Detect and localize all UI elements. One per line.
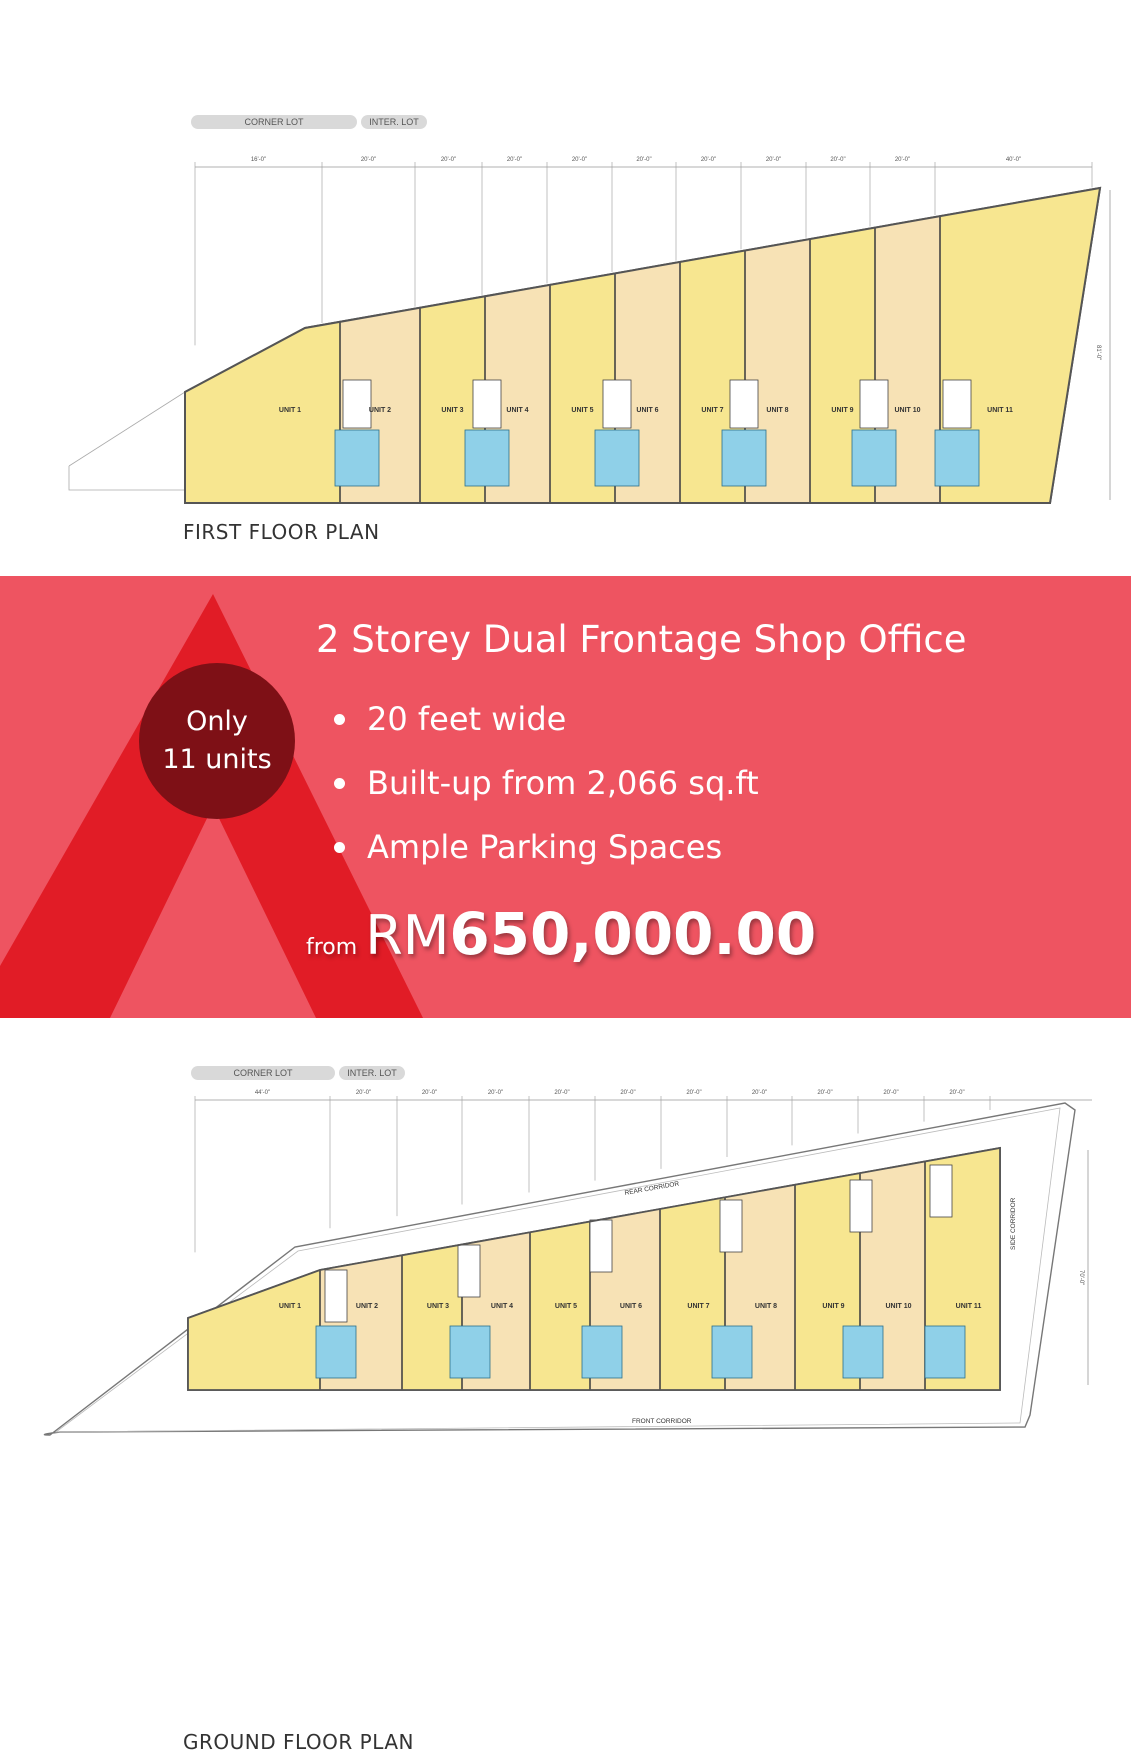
staircase-block xyxy=(843,1326,883,1378)
front-corridor-label: FRONT CORRIDOR xyxy=(632,1418,692,1425)
bullet-icon xyxy=(334,842,345,853)
dim-label: 20'-0" xyxy=(355,1090,372,1096)
dim-label: 20'-0" xyxy=(894,157,911,163)
dim-label: 20'-0" xyxy=(571,157,588,163)
legend-inter-lot: INTER. LOT xyxy=(361,115,427,129)
unit-label: UNIT 1 xyxy=(278,407,302,414)
badge-line-2: 11 units xyxy=(162,744,272,775)
dim-label: 20'-0" xyxy=(883,1090,899,1096)
dim-label: 20'-0" xyxy=(636,157,652,163)
legend-corner-lot: CORNER LOT xyxy=(191,115,357,129)
staircase-block xyxy=(465,430,509,486)
dim-label: 20'-0" xyxy=(620,1090,636,1096)
feature-item xyxy=(334,815,759,879)
unit-label: UNIT 3 xyxy=(441,407,464,414)
feature-text: 20 feet wide xyxy=(367,700,567,738)
unit-label: UNIT 10 xyxy=(885,1303,912,1310)
ff-right-dim: 81'-0" xyxy=(1095,345,1101,361)
feature-text: Built-up from 2,066 sq.ft xyxy=(367,764,759,802)
unit-label: UNIT 2 xyxy=(355,1303,379,1310)
unit-label: UNIT 4 xyxy=(490,1303,514,1310)
dim-label: 20'-0" xyxy=(421,1090,438,1096)
dim-label: 20'-0" xyxy=(700,157,717,163)
first-floor-drawing xyxy=(0,0,1131,560)
banner-headline: 2 Storey Dual Frontage Shop Office xyxy=(316,618,967,661)
dim-label: 20'-0" xyxy=(817,1090,833,1096)
side-corridor-label: SIDE CORRIDOR xyxy=(1010,1197,1017,1250)
dim-label: 20'-0" xyxy=(554,1090,570,1096)
dim-label: 20'-0" xyxy=(765,157,782,163)
staircase-block xyxy=(582,1326,622,1378)
dim-label: 20'-0" xyxy=(949,1090,965,1096)
staircase-block xyxy=(450,1326,490,1378)
bullet-icon xyxy=(334,778,345,789)
dim-label: 20'-0" xyxy=(506,157,523,163)
staircase xyxy=(603,380,631,428)
staircase xyxy=(458,1245,480,1297)
first-floor-plan xyxy=(0,0,1131,560)
unit-label: UNIT 7 xyxy=(701,407,724,414)
staircase-block xyxy=(722,430,766,486)
staircase-block xyxy=(852,430,896,486)
feature-text: Ample Parking Spaces xyxy=(367,828,723,866)
ground-floor-title: GROUND FLOOR PLAN xyxy=(183,1730,414,1754)
unit-label: UNIT 9 xyxy=(831,407,854,414)
feature-item xyxy=(334,687,759,751)
staircase xyxy=(860,380,888,428)
unit-label: UNIT 7 xyxy=(687,1303,710,1310)
staircase xyxy=(473,380,501,428)
badge-line-1: Only xyxy=(186,706,248,737)
staircase-block xyxy=(712,1326,752,1378)
dim-label: 20'-0" xyxy=(440,157,457,163)
dim-label: 20'-0" xyxy=(686,1090,702,1096)
staircase xyxy=(930,1165,952,1217)
staircase xyxy=(343,380,371,428)
unit-label: UNIT 10 xyxy=(894,407,921,414)
staircase-block xyxy=(935,430,979,486)
unit-label: UNIT 2 xyxy=(368,407,392,414)
gf-right-dim: 70'-0" xyxy=(1078,1270,1084,1286)
first-floor-title: FIRST FLOOR PLAN xyxy=(183,520,380,544)
unit-label: UNIT 9 xyxy=(822,1303,845,1310)
unit-label: UNIT 4 xyxy=(506,407,529,414)
unit-label: UNIT 8 xyxy=(766,407,789,414)
feature-item xyxy=(334,751,759,815)
staircase xyxy=(943,380,971,428)
staircase-block xyxy=(335,430,379,486)
ground-floor-drawing xyxy=(0,1040,1131,1600)
only-11-units-badge xyxy=(139,663,295,819)
staircase-block xyxy=(925,1326,965,1378)
price-display xyxy=(306,900,816,968)
unit-label: UNIT 8 xyxy=(754,1303,778,1310)
legend-inter-lot: INTER. LOT xyxy=(339,1066,405,1080)
unit-label: UNIT 6 xyxy=(619,1303,643,1310)
dim-label: 20'-0" xyxy=(751,1090,768,1096)
staircase-block xyxy=(595,430,639,486)
rear-corridor-label: REAR CORRIDOR xyxy=(624,1180,680,1197)
unit-label: UNIT 11 xyxy=(955,1303,982,1310)
unit-label: UNIT 5 xyxy=(571,407,594,414)
ground-floor-plan xyxy=(0,1040,1131,1754)
unit-label: UNIT 11 xyxy=(987,407,1013,414)
price-currency: RM xyxy=(365,904,450,967)
dim-label: 20'-0" xyxy=(487,1090,504,1096)
dim-label: 20'-0" xyxy=(360,157,377,163)
unit-label: UNIT 3 xyxy=(426,1303,450,1310)
price-amount: 650,000.00 xyxy=(449,900,817,968)
staircase xyxy=(325,1270,347,1322)
legend-corner-lot: CORNER LOT xyxy=(191,1066,335,1080)
unit-label: UNIT 1 xyxy=(278,1303,302,1310)
bullet-icon xyxy=(334,714,345,725)
dim-label: 16'-0" xyxy=(250,157,267,163)
unit-label: UNIT 6 xyxy=(636,407,659,414)
staircase xyxy=(850,1180,872,1232)
dim-label: 44'-0" xyxy=(254,1090,271,1096)
dim-label: 40'-0" xyxy=(1005,157,1022,163)
staircase-block xyxy=(316,1326,356,1378)
unit-label: UNIT 5 xyxy=(554,1303,578,1310)
dim-label: 20'-0" xyxy=(830,157,846,163)
price-prefix: from xyxy=(306,935,358,960)
feature-list xyxy=(334,687,759,879)
staircase xyxy=(720,1200,742,1252)
staircase xyxy=(590,1220,612,1272)
staircase xyxy=(730,380,758,428)
